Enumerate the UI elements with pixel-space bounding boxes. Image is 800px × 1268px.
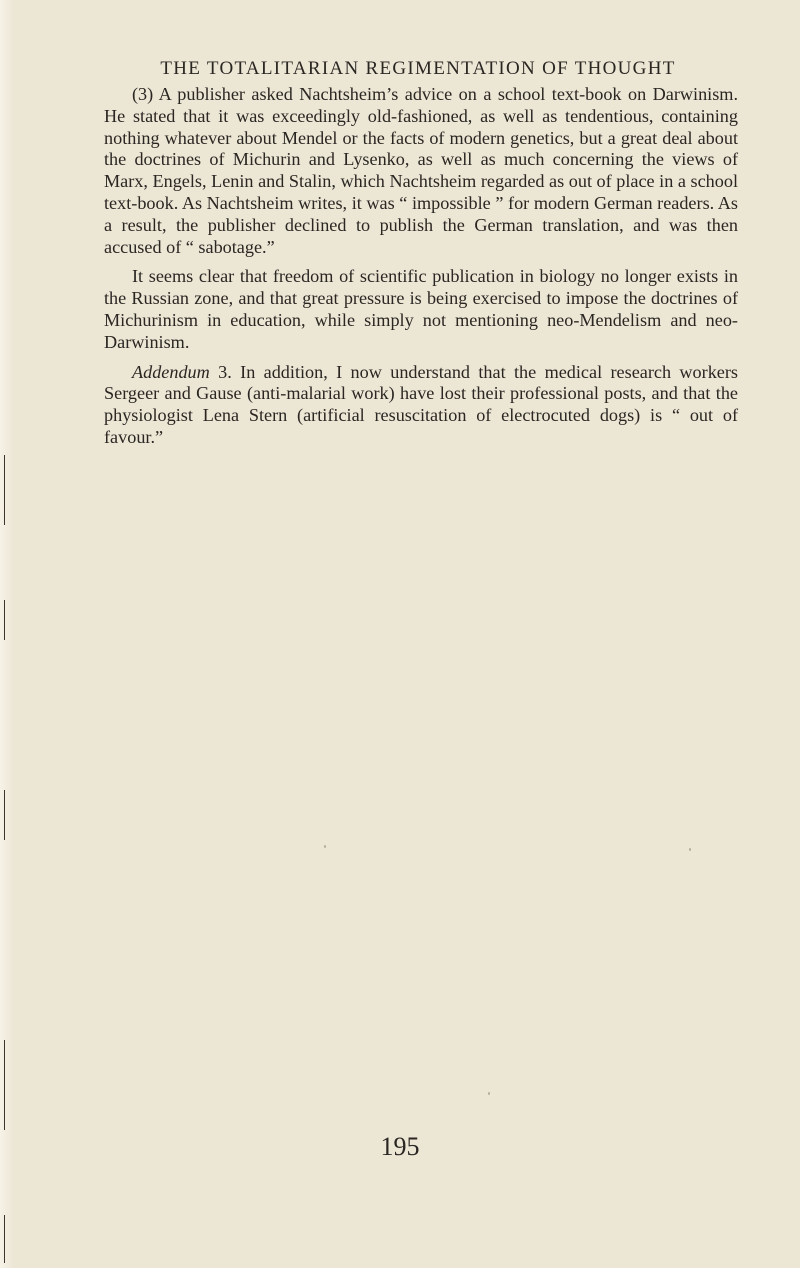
speck xyxy=(488,1092,490,1095)
edge-mark xyxy=(4,1215,5,1263)
edge-mark xyxy=(4,600,5,640)
edge-mark xyxy=(4,455,5,525)
page-number: 195 xyxy=(380,1132,420,1161)
paragraph-addendum xyxy=(104,362,738,449)
running-head: THE TOTALITARIAN REGIMENTATION OF THOUGHT xyxy=(160,58,676,79)
body-text xyxy=(104,84,738,449)
paragraph-publisher: (3) A publisher asked Nachtsheim’s advice on a school text-book on Darwinism. He stated that it was exceedingly old-fashioned, as well as tendentious, containing nothing whatever about Mendel or the facts of modern genetics, but a great deal about the doctrines of Michurin and Lysenko, as well as much concerning the views of Marx, Engels, Lenin and Stalin, which Nachtsheim regarded as out of place in a school text-book. As Nachtsheim writes, it was “ impossible ” for modern German readers. As a result, the publisher declined to publish the German translation, and was then accused of “ sabotage.” xyxy=(104,84,738,257)
edge-mark xyxy=(4,1040,5,1130)
edge-mark xyxy=(4,790,5,840)
addendum-label: Addendum xyxy=(132,361,210,382)
paragraph-freedom: It seems clear that freedom of scientific publication in biology no longer exists in the Russian zone, and that great pressure is being exercised to impose the doctrines of Michurinism in education, while simply not mentioning neo-Mendelism and neo-Darwinism. xyxy=(104,266,738,352)
addendum-text: 3. In addition, I now understand that the medical research workers Sergeer and Gause (anti-malarial work) have lost their professional posts, and that the physiologist Lena Stern (artificial resuscitation of electrocuted dogs) is “ out of favour.” xyxy=(104,361,738,447)
speck xyxy=(324,845,326,848)
speck xyxy=(689,848,691,851)
page-edge xyxy=(0,0,14,1268)
